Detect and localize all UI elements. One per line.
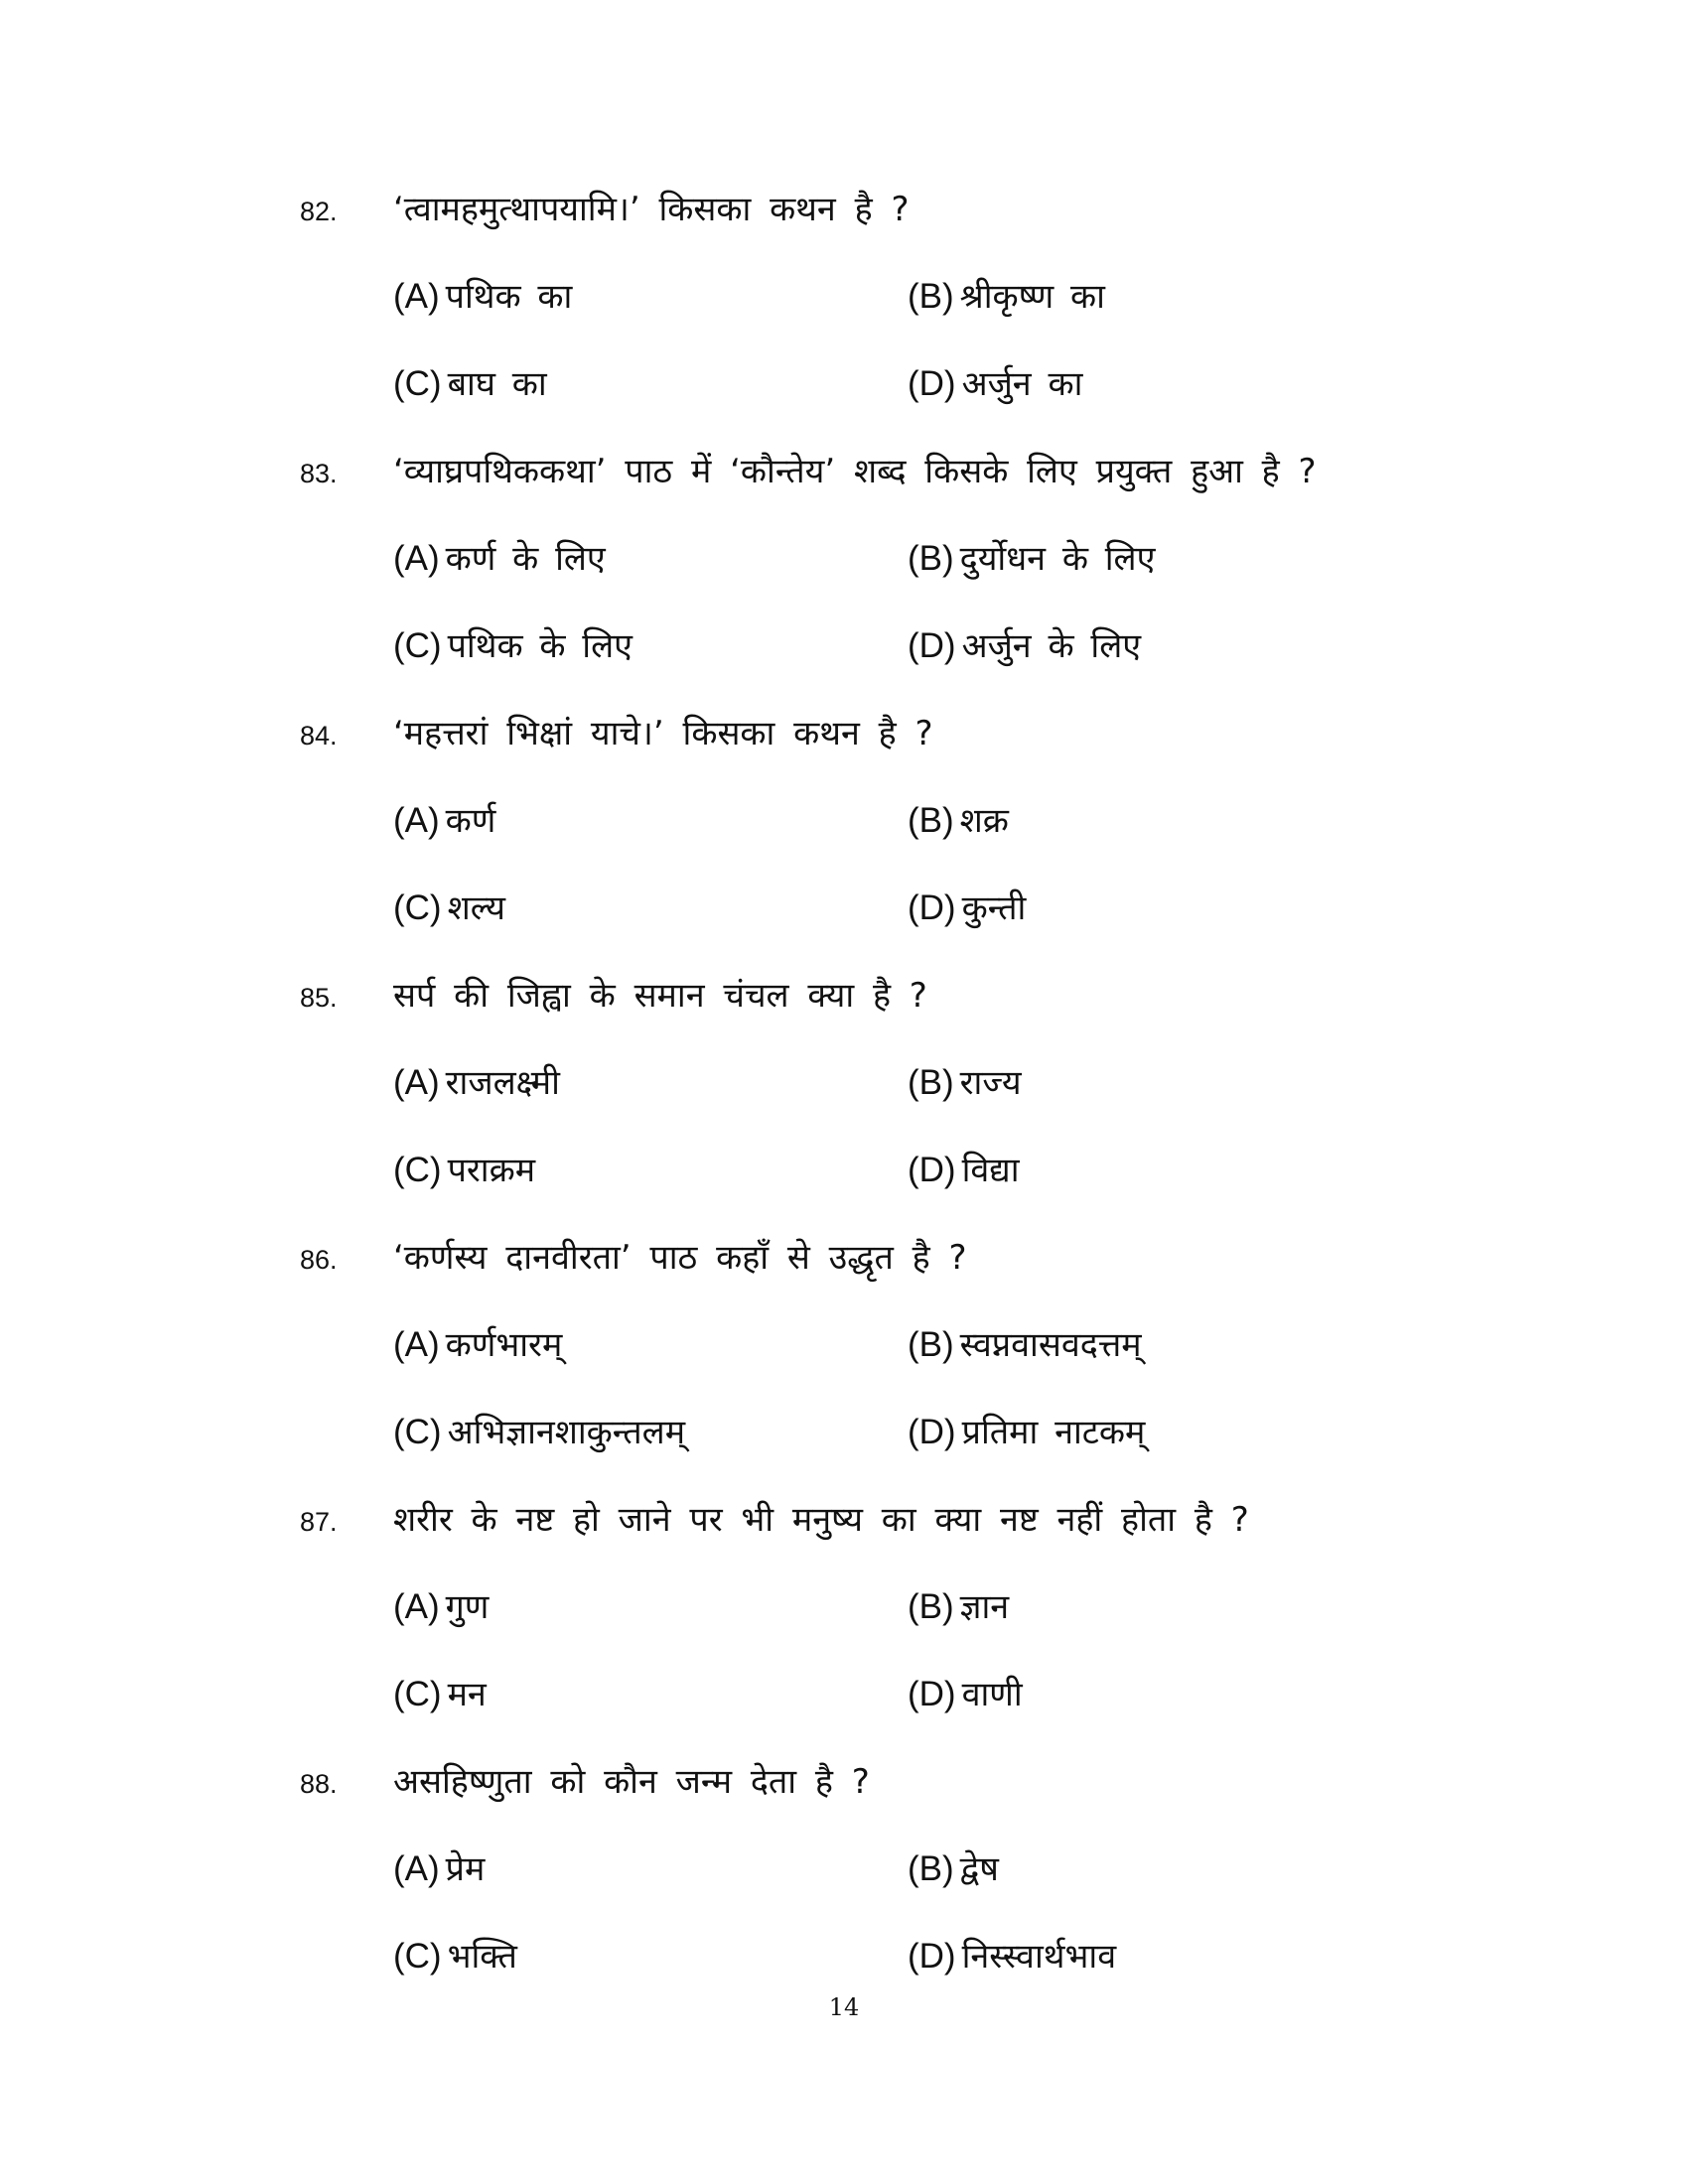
option-label: (D) [908,364,956,403]
option-d [908,1932,1116,1978]
option-text: बाघ का [447,364,547,404]
option-text: प्रेम [445,1849,486,1889]
option-b [908,796,1009,842]
option-text: विद्या [961,1151,1020,1190]
option-text: राज्य [959,1063,1022,1103]
option-label: (C) [393,626,442,665]
option-label: (B) [908,1587,954,1626]
option-d [908,884,1026,929]
option-label: (C) [393,364,442,403]
option-b [908,534,1155,580]
question-number: 87. [300,1507,338,1537]
option-label: (B) [908,1849,954,1888]
option-text: पथिक का [445,277,573,317]
option-c [393,1146,535,1191]
page-number: 14 [828,1993,860,2021]
option-text: स्वप्नवासवदत्तम् [959,1325,1142,1365]
option-label: (D) [908,1937,956,1976]
option-label: (D) [908,1413,956,1451]
option-text: शक्र [959,801,1009,841]
option-b [908,272,1105,318]
question-text: शरीर के नष्ट हो जाने पर भी मनुष्य का क्या नष्ट नहीं होता है ? [393,1500,1249,1540]
option-text: कुन्ती [961,888,1027,928]
option-label: (C) [393,888,442,927]
option-a [393,1058,560,1104]
question-text: असहिष्णुता को कौन जन्म देता है ? [393,1762,870,1802]
option-b [908,1844,999,1890]
option-c [393,1932,517,1978]
question-number: 88. [300,1769,338,1799]
question-text: सर्प की जिह्वा के समान चंचल क्या है ? [393,976,927,1016]
question-88 [298,1757,1390,2019]
option-label: (A) [393,1587,440,1626]
question-number: 82. [300,197,338,226]
question-text: ‘व्याघ्रपथिककथा’ पाठ में ‘कौन्तेय’ शब्द किसके लिए प्रयुक्त हुआ है ? [393,452,1317,491]
option-text: कर्णभारम् [445,1325,563,1365]
option-text: अभिज्ञानशाकुन्तलम् [447,1413,686,1452]
option-text: वाणी [961,1675,1023,1714]
option-text: अर्जुन का [961,364,1083,404]
option-text: शल्य [447,888,505,928]
option-label: (D) [908,626,956,665]
option-label: (C) [393,1413,442,1451]
question-number: 86. [300,1245,338,1275]
option-label: (B) [908,539,954,578]
option-label: (B) [908,801,954,840]
option-text: पथिक के लिए [447,626,633,666]
option-a [393,1582,489,1628]
option-label: (B) [908,277,954,316]
option-text: ज्ञान [959,1587,1010,1627]
option-label: (B) [908,1063,954,1102]
option-text: दुर्योधन के लिए [959,539,1156,579]
option-text: निस्स्वार्थभाव [961,1937,1117,1977]
question-text: ‘त्वामहमुत्थापयामि।’ किसका कथन है ? [393,190,910,229]
option-label: (D) [908,888,956,927]
option-a [393,1320,562,1366]
option-a [393,796,495,842]
option-label: (C) [393,1151,442,1189]
option-label: (C) [393,1937,442,1976]
question-text: ‘कर्णस्य दानवीरता’ पाठ कहाँ से उद्धृत है ? [393,1238,967,1278]
option-label: (A) [393,277,440,316]
option-b [908,1582,1009,1628]
question-84 [298,709,1390,971]
option-label: (A) [393,1325,440,1364]
option-text: मन [447,1675,487,1714]
option-text: गुण [445,1587,490,1627]
question-number: 83. [300,459,338,488]
option-label: (A) [393,1849,440,1888]
question-86 [298,1233,1390,1495]
option-text: श्रीकृष्ण का [959,277,1105,317]
option-label: (C) [393,1675,442,1713]
question-85 [298,971,1390,1233]
option-text: पराक्रम [447,1151,536,1190]
option-text: कर्ण [445,801,496,841]
option-a [393,534,606,580]
option-d [908,1146,1020,1191]
option-text: भक्ति [447,1937,517,1977]
question-82 [298,185,1390,447]
option-label: (A) [393,1063,440,1102]
option-d [908,1670,1023,1715]
option-c [393,1408,685,1453]
question-83 [298,447,1390,709]
option-text: राजलक्ष्मी [445,1063,560,1103]
option-label: (D) [908,1675,956,1713]
option-c [393,884,505,929]
option-text: अर्जुन के लिए [961,626,1142,666]
option-label: (A) [393,801,440,840]
option-label: (A) [393,539,440,578]
question-number: 84. [300,721,338,751]
option-label: (D) [908,1151,956,1189]
question-87 [298,1495,1390,1757]
option-text: प्रतिमा नाटकम् [961,1413,1146,1452]
option-d [908,359,1082,405]
option-text: कर्ण के लिए [445,539,606,579]
option-c [393,359,547,405]
option-d [908,1408,1145,1453]
option-b [908,1058,1022,1104]
question-text: ‘महत्तरां भिक्षां याचे।’ किसका कथन है ? [393,714,933,753]
option-d [908,621,1141,667]
option-c [393,621,633,667]
option-text: द्वेष [959,1849,999,1889]
question-number: 85. [300,983,338,1013]
option-c [393,1670,487,1715]
option-a [393,1844,485,1890]
option-b [908,1320,1142,1366]
option-label: (B) [908,1325,954,1364]
option-a [393,272,572,318]
